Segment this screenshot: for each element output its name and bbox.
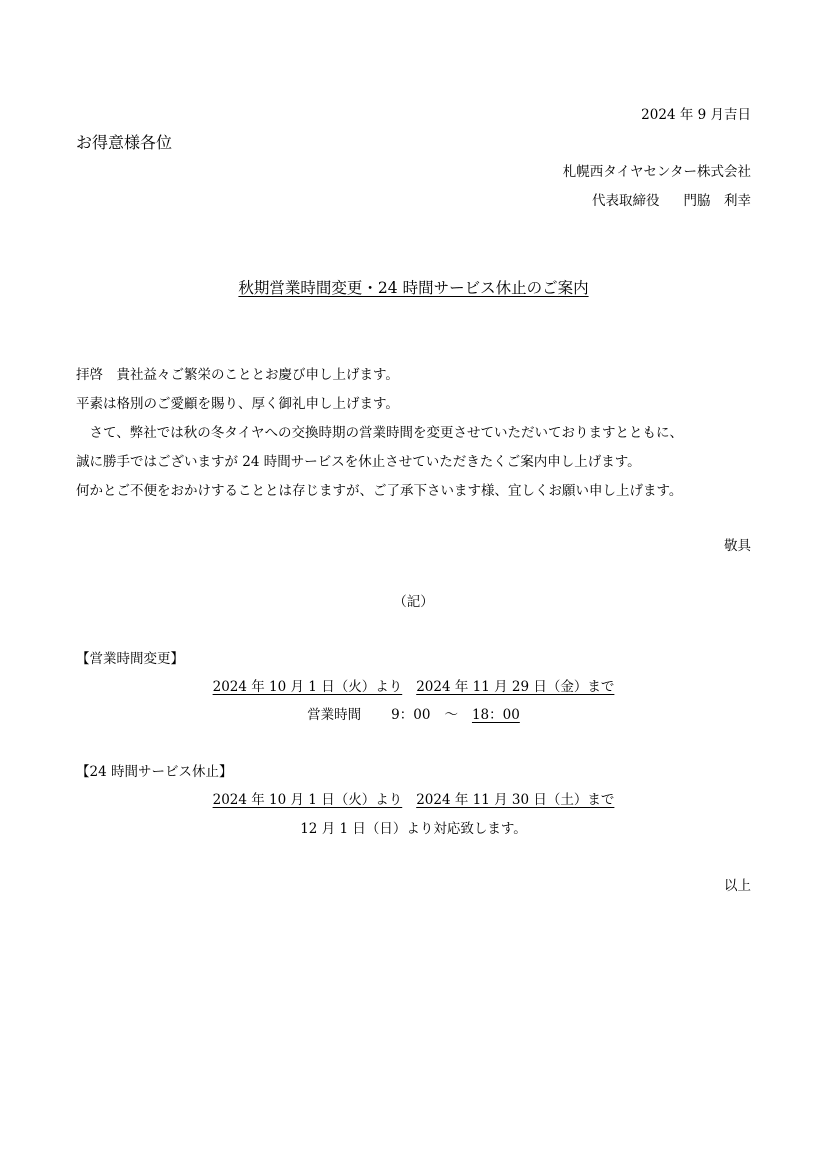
document-date: 2024 年 9 月吉日 [641, 107, 751, 123]
hours-label: 営業時間 [307, 707, 362, 723]
body-paragraph-3: さて、弊社では秋の冬タイヤへの交換時期の営業時間を変更させていただいておりますとともに、 [76, 425, 683, 441]
document-title: 秋期営業時間変更・24 時間サービス休止のご案内 [238, 279, 589, 297]
hours-close: 18：00 [471, 707, 520, 723]
section2-period-text: 2024 年 10 月 1 日（火）より 2024 年 11 月 30 日（土）まで [212, 792, 615, 808]
body-paragraph-4: 誠に勝手ではございますが 24 時間サービスを休止させていただきたくご案内申し上げます。 [76, 454, 641, 470]
section1-heading: 【営業時間変更】 [76, 651, 184, 667]
section1-period-text: 2024 年 10 月 1 日（火）より 2024 年 11 月 29 日（金）まで [212, 679, 615, 695]
body-paragraph-2: 平素は格別のご愛顧を賜り、厚く御礼申し上げます。 [76, 396, 399, 412]
representative-name: 門脇 利幸 [683, 193, 751, 209]
representative [592, 192, 751, 210]
section2-period [0, 791, 827, 809]
section1-period [0, 678, 827, 696]
hours-open: 9：00 [391, 707, 431, 723]
representative-title: 代表取締役 [592, 193, 660, 209]
end-mark: 以上 [724, 878, 751, 894]
section2-note: 12 月 1 日（日）より対応致します。 [300, 821, 527, 837]
body-paragraph-1: 拝啓 貴社益々ご繁栄のこととお慶び申し上げます。 [76, 367, 399, 383]
company-name: 札幌西タイヤセンター株式会社 [562, 164, 751, 180]
ki-heading: （記） [393, 594, 434, 610]
section1-hours [0, 706, 827, 724]
recipient: お得意様各位 [76, 133, 173, 152]
hours-separator: ～ [444, 707, 458, 723]
body-paragraph-5: 何かとご不便をおかけすることとは存じますが、ご了承下さいます様、宜しくお願い申し上げます。 [76, 483, 683, 499]
section2-heading: 【24 時間サービス休止】 [76, 764, 233, 780]
closing: 敬具 [724, 538, 751, 554]
